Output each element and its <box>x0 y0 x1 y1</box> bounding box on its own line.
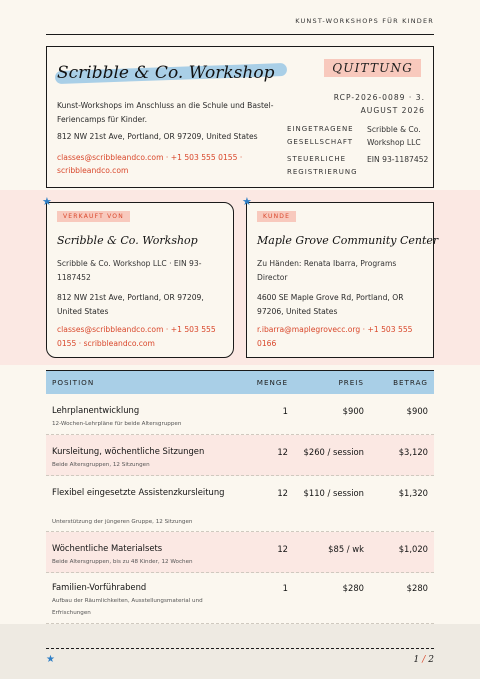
top-rule <box>46 34 434 35</box>
seller-contact[interactable]: classes@scribbleandco.com · +1 503 555 0155 · scribbleandco.com <box>57 325 216 348</box>
item-desc: Unterstützung der jüngeren Gruppe, 12 Sitzungen <box>52 519 193 525</box>
item-name: Kursleitung, wöchentliche Sitzungen <box>52 446 205 456</box>
footer-band <box>0 624 480 679</box>
line-items-table <box>46 370 434 624</box>
footer-divider <box>46 648 434 649</box>
table-row <box>46 532 434 573</box>
item-name: Lehrplanentwicklung <box>52 405 140 415</box>
item-price: $85 / wk <box>328 544 364 554</box>
item-amount: $3,120 <box>398 447 428 457</box>
star-icon: ★ <box>46 654 55 665</box>
table-row <box>46 394 434 435</box>
seller-card <box>42 195 234 358</box>
item-desc: Beide Altersgruppen, bis zu 48 Kinder, 12 Wochen <box>52 559 193 565</box>
document-number-date: RCP-2026-0089 · 3. AUGUST 2026 <box>333 93 425 115</box>
table-row <box>46 435 434 476</box>
item-price: $280 <box>342 583 364 593</box>
item-name: Flexibel eingesetzte Assistenzkursleitung <box>52 487 225 497</box>
item-desc: Aufbau der Räumlichkeiten, Ausstellungsmaterial und Erfrischungen <box>52 598 203 616</box>
item-price: $110 / session <box>303 488 364 498</box>
company-intro: Kunst-Workshops im Anschluss an die Schule und Bastel-Feriencamps für Kinder. <box>57 101 274 124</box>
star-icon: ★ <box>42 195 52 208</box>
star-icon: ★ <box>242 195 252 208</box>
item-name: Wöchentliche Materialsets <box>52 543 163 553</box>
customer-attention: Zu Händen: Renata Ibarra, Programs Director <box>257 259 397 282</box>
item-price: $900 <box>342 406 364 416</box>
tax-label: STEUERLICHE REGISTRIERUNG <box>287 155 358 176</box>
item-price: $260 / session <box>303 447 364 457</box>
item-qty: 12 <box>277 544 288 554</box>
seller-tag: VERKAUFT VON <box>57 211 130 222</box>
header-position: POSITION <box>52 378 95 387</box>
page-separator: / <box>422 655 426 665</box>
item-name: Familien-Vorführabend <box>52 582 147 592</box>
header-price: PREIS <box>338 378 364 387</box>
customer-contact[interactable]: r.ibarra@maplegrovecc.org · +1 503 555 0166 <box>257 325 413 348</box>
customer-card <box>242 195 439 358</box>
header-qty: MENGE <box>256 378 288 387</box>
seller-line1: Scribble & Co. Workshop LLC · EIN 93-1187452 <box>57 259 202 282</box>
table-header <box>46 370 434 394</box>
item-qty: 12 <box>277 488 288 498</box>
registered-label: EINGETRAGENE GESELLSCHAFT <box>287 125 354 146</box>
customer-address: 4600 SE Maple Grove Rd, Portland, OR 97206, United States <box>257 293 404 316</box>
document-title: QUITTUNG <box>324 59 421 77</box>
company-name: Scribble & Co. Workshop <box>57 63 275 83</box>
header-box <box>46 46 434 188</box>
item-amount: $1,020 <box>398 544 428 554</box>
page-current: 1 <box>413 655 420 665</box>
company-address: 812 NW 21st Ave, Portland, OR 97209, United States <box>57 132 258 141</box>
customer-name: Maple Grove Community Center <box>257 234 439 247</box>
item-qty: 1 <box>282 406 288 416</box>
seller-address: 812 NW 21st Ave, Portland, OR 97209, United States <box>57 293 204 316</box>
tax-value: EIN 93-1187452 <box>367 155 429 164</box>
seller-name: Scribble & Co. Workshop <box>57 234 198 247</box>
page-total: 2 <box>428 655 434 665</box>
item-amount: $1,320 <box>398 488 428 498</box>
item-amount: $900 <box>406 406 428 416</box>
header-amount: BETRAG <box>393 378 428 387</box>
item-amount: $280 <box>406 583 428 593</box>
item-desc: 12-Wochen-Lehrpläne für beide Altersgruppen <box>52 421 182 427</box>
company-contact[interactable]: classes@scribbleandco.com · +1 503 555 0155 · scribbleandco.com <box>57 153 243 175</box>
item-desc: Beide Altersgruppen, 12 Sitzungen <box>52 462 150 468</box>
registered-value: Scribble & Co. Workshop LLC <box>367 125 421 147</box>
table-row <box>46 573 434 624</box>
item-qty: 12 <box>277 447 288 457</box>
page-indicator <box>413 655 434 665</box>
customer-tag: KUNDE <box>257 211 296 222</box>
table-row <box>46 476 434 532</box>
item-qty: 1 <box>282 583 288 593</box>
header-label: KUNST-WORKSHOPS FÜR KINDER <box>295 17 434 25</box>
